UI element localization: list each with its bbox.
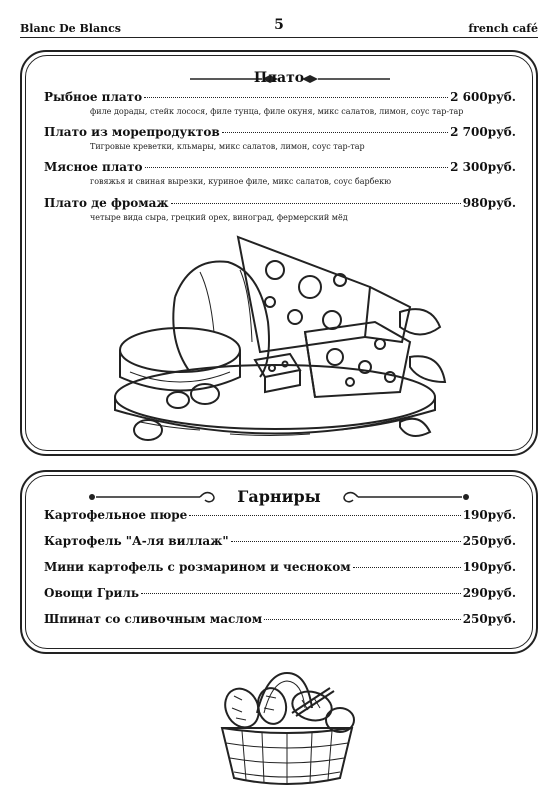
- item-price: 250руб.: [462, 612, 516, 626]
- item-description: четыре вида сыра, грецкий орех, виноград, фермерский мёд: [90, 213, 348, 222]
- dot-leader: [353, 567, 461, 568]
- dot-leader: [264, 619, 461, 620]
- item-name: Картофель "А-ля виллаж": [44, 534, 229, 548]
- menu-item: [44, 125, 516, 139]
- item-name: Плато де фромаж: [44, 196, 169, 210]
- dot-leader: [144, 97, 448, 98]
- item-name: Шпинат со сливочным маслом: [44, 612, 263, 626]
- section-title-garnish: Гарниры: [237, 487, 321, 506]
- item-description: Тигровые креветки, кльмары, микс салатов, лимон, соус тар-тар: [90, 142, 365, 151]
- dot-leader: [171, 203, 461, 204]
- menu-item: [44, 90, 516, 104]
- cafe-subtitle: french café: [468, 22, 538, 35]
- item-price: 190руб.: [462, 508, 516, 522]
- header-divider: [20, 37, 538, 38]
- section-title-plato: Плато: [253, 70, 305, 86]
- dot-leader: [231, 541, 461, 542]
- menu-item: [44, 160, 516, 174]
- cheese-board-illustration-icon: [110, 232, 450, 444]
- dot-leader: [145, 167, 449, 168]
- menu-item: [44, 586, 516, 600]
- item-name: Плато из морепродуктов: [44, 125, 220, 139]
- bread-basket-illustration-icon: [212, 668, 362, 790]
- item-price: 2 300руб.: [450, 160, 516, 174]
- item-price: 2 600руб.: [450, 90, 516, 104]
- item-price: 250руб.: [462, 534, 516, 548]
- item-name: Овощи Гриль: [44, 586, 140, 600]
- menu-item: [44, 196, 516, 210]
- item-name: Мясное плато: [44, 160, 143, 174]
- item-description: говяжья и свиная вырезки, куриное филе, микс салатов, соус барбекю: [90, 177, 392, 186]
- dot-leader: [141, 593, 461, 594]
- menu-item: [44, 508, 516, 522]
- item-price: 2 700руб.: [450, 125, 516, 139]
- restaurant-name: Blanc De Blancs: [20, 22, 121, 35]
- item-name: Рыбное плато: [44, 90, 143, 104]
- item-price: 980руб.: [462, 196, 516, 210]
- dot-leader: [189, 515, 460, 516]
- menu-item: [44, 560, 516, 574]
- item-name: Мини картофель с розмарином и чесноком: [44, 560, 351, 574]
- item-price: 190руб.: [462, 560, 516, 574]
- item-price: 290руб.: [462, 586, 516, 600]
- page-number: 5: [274, 17, 284, 33]
- item-description: филе дорады, стейк лосося, филе тунца, филе окуня, микс салатов, лимон, соус тар-тар: [90, 107, 464, 116]
- item-name: Картофельное пюре: [44, 508, 188, 522]
- dot-leader: [222, 132, 448, 133]
- menu-item: [44, 612, 516, 626]
- menu-item: [44, 534, 516, 548]
